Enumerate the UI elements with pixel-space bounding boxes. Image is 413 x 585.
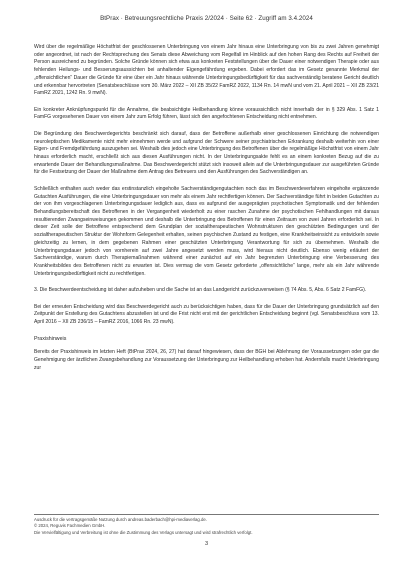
footer-divider bbox=[34, 514, 379, 515]
practice-heading: Praxishinweis bbox=[34, 335, 67, 342]
body-paragraph: Schließlich enthalten auch weder das erstinstanzlich eingeholte Sachverständigengutachten noch das im Beschwerdeverfahren eingeholte ergänzende Gutachten Ausführungen, die eine Unterbringungsdauer von mehr als einem Jahr rechtfertigen können. Der Sachverständige führt in beiden Gutachten zu der von ihm vorgeschlagenen Unterbringungsdauer lediglich aus, dass es aufgrund der ausgeprägten psychotischen Symptomatik und der fehlenden Behandlungsbereitschaft des Betroffenen in der Vergangenheit wiederholt zu einer raschen Zunahme der psychotischen Fehlhandlungen mit daraus resultierenden Zwangseinweisungen gekommen und deshalb die Unterbringung des Betroffenen für einen Zeitraum von zwei Jahren erforderlich sei. In dieser Zeit solle der Betroffene entsprechend dem Grundplan der sozialtherapeutischen Wohnstrukturen den geschützten Bedingungen und der sozialtherapeutischen Struktur der Wohnform Gelegenheit erhalten, seinen psychischen Zustand zu festigen, eine Krankheitseinsicht zu entwickeln sowie gleichzeitig zu lernen, in dem gegebenen Rahmen einer geschützten Unterbringung Verantwortung für sich zu übernehmen. Weshalb die Unterbringungsdauer jedoch von vornherein auf zwei Jahre angesetzt werden muss, wird hieraus nicht deutlich. Ebenso wenig erläutert der Sachverständige, warum durch Therapiemaßnahmen während einer zunächst auf ein Jahr begrenzten Unterbringung eine Verbesserung des Krankheitsbildes des Betroffenen nicht zu erwarten ist. Dies vermag die vom Gesetz geforderte „offensichtliche“ lange, mehr als ein Jahr währende Unterbringungsbedürftigkeit nicht zu rechtfertigen. bbox=[34, 185, 379, 277]
body-paragraph: Wird über die regelmäßige Höchstfrist der geschlossenen Unterbringung von einem Jahr hinaus eine Unterbringung von bis zu zwei Jahren genehmigt oder angeordnet, ist nach der Rechtsprechung des Senats diese Abweichung vom Regelfall im Hinblick auf den hohen Rang des Rechts auf Freiheit der Person ausreichend zu begründen. Solche Gründe können sich etwa aus konkreten Feststellungen über die Dauer einer notwendigen Therapie oder aus fehlenden Heilungs- und Besserungsaussichten bei anhaltender Eigengefährdung ergeben. Dabei erfordert das im Gesetz genannte Merkmal der „offensichtlichen“ Dauer die Gründe für eine über ein Jahr hinaus währende Unterbringungsbedürftigkeit für das sachverständig beratene Gericht deutlich und erkennbar hervortreten (Senatsbeschlüsse vom 30. März 2022 – XII ZB 35/22 FamRZ 2022, 1134 Rn. 14 mwN und vom 21. April 2021 – XII ZB 23/21 FamRZ 2021, 1242 Rn. 9 mwN). bbox=[34, 44, 379, 97]
footer-notice bbox=[34, 517, 379, 536]
footer-line: Die Vervielfältigung und Verbreitung ist ohne die Zustimmung des Verlags untersagt und wird strafrechtlich verfolgt. bbox=[34, 529, 253, 535]
running-header: BtPrax · Betreuungsrechtliche Praxis 2/2024 · Seite 62 · Zugriff am 3.4.2024 bbox=[100, 15, 313, 22]
page-number: 3 bbox=[204, 541, 209, 547]
document-body bbox=[34, 44, 379, 381]
body-paragraph: Bei der erneuten Entscheidung wird das Beschwerdegericht auch zu berücksichtigen haben, dass für die Dauer der Unterbringung grundsätzlich auf den Zeitpunkt der Erstellung des Gutachtens abzustellen ist und die Frist nicht erst mit der gerichtlichen Entscheidung beginnt (vgl. Senatsbeschluss vom 13. April 2016 – XII ZB 236/15 – FamRZ 2016, 1066 Rn. 23 mwN). bbox=[34, 303, 379, 326]
footer-line: Ausdruck für die vertragsgemäße Nutzung durch andreas.baderbach@hpi-mediaverlag.de. bbox=[34, 517, 207, 522]
body-paragraph: Bereits der Praxishinweis im letzten Heft (BtPrax 2024, 26, 27) hat darauf hingewiesen, dass der BGH bei Ablehnung der Voraussetzungen oder gar die Genehmigung der ärztlichen Zwangsbehandlung zur Voraussetzung der Unterbringung zur Heilbehandlung erhoben hat. Andernfalls macht Unterbringung zur bbox=[34, 349, 379, 371]
body-paragraph: Die Begründung des Beschwerdegerichts beschränkt sich darauf, dass der Betroffene außerhalb einer geschlossenen Einrichtung die notwendigen neuroleptischen Medikamente nicht mehr einnehmen werde und aufgrund der Schwere seiner psychiatrischen Erkrankung deshalb weiterhin von einer Eigen- und Fremdgefährdung auszugehen sei. Weshalb dies jedoch eine Unterbringung des Betroffenen über die regelmäßige Höchstfrist von einem Jahr hinaus erforderlich macht, erschließt sich aus diesen Ausführungen nicht. In der Unterbringungsakte fehlt es an einem konkreten Bezug auf die zu erwartende Dauer der Behandlungsmaßnahme. Das Beschwerdegericht stützt sich insoweit allein auf die Unterbringungsdauer zur ausgeführten Gründe für die Festsetzung der Dauer der Maßnahme dem Antrag des Betreuers und den Ausführungen des Sachverständigen an. bbox=[34, 130, 379, 176]
section-heading: 3. Die Beschwerdeentscheidung ist daher aufzuheben und die Sache ist an das Landgericht zurückzuverweisen (§ 74 Abs. 5, Abs. 6 Satz 2 FamFG). bbox=[34, 287, 367, 294]
footer-line: © 2024, Reguvis Fachmedien GmbH. bbox=[34, 523, 106, 529]
body-paragraph: Ein konkreter Anknüpfungspunkt für die Annahme, die beabsichtigte Heilbehandlung könne voraussichtlich nicht innerhalb der in § 329 Abs. 1 Satz 1 FamFG vorgesehenen Dauer von einem Jahr zum Erfolg führen, lässt sich den angefochtenen Entscheidung nicht entnehmen. bbox=[34, 106, 379, 121]
